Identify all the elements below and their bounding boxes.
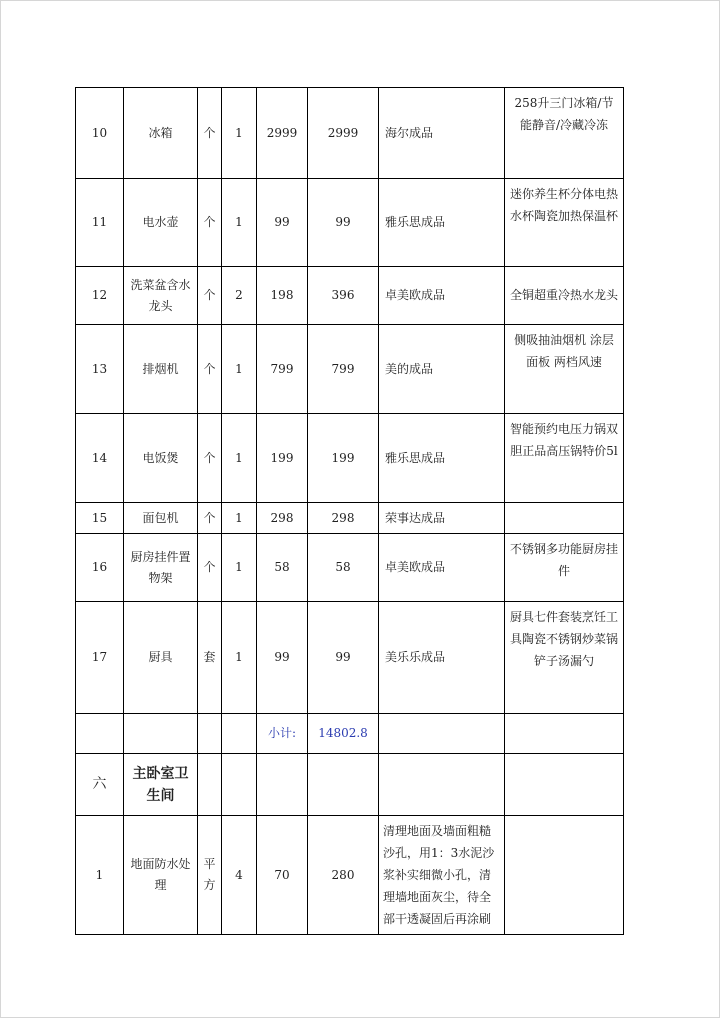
item-description: 全铜超重冷热水龙头: [505, 267, 624, 325]
item-unit: 个: [198, 179, 222, 267]
item-qty: 1: [222, 325, 257, 414]
item-qty: 2: [222, 267, 257, 325]
item-total: 280: [308, 816, 379, 935]
empty-cell: [379, 714, 505, 754]
item-supplier: 雅乐思成品: [379, 414, 505, 503]
item-total: 298: [308, 503, 379, 534]
item-description: 厨具七件套装烹饪工具陶瓷不锈钢炒菜锅铲子汤漏勺: [505, 602, 624, 714]
item-name: 厨具: [124, 602, 198, 714]
budget-table: [75, 87, 624, 935]
process-description: 清理地面及墙面粗糙沙孔，用1：3水泥沙浆补实细微小孔，清理墙地面灰尘，待全部干透凝固后再涂刷: [379, 816, 505, 935]
item-description: 不锈钢多功能厨房挂件: [505, 534, 624, 602]
empty-cell: [308, 754, 379, 816]
empty-cell: [198, 714, 222, 754]
item-description: 迷你养生杯分体电热水杯陶瓷加热保温杯: [505, 179, 624, 267]
table-row: [76, 267, 624, 325]
item-number: 1: [76, 816, 124, 935]
empty-cell: [257, 754, 308, 816]
item-number: 12: [76, 267, 124, 325]
item-supplier: 海尔成品: [379, 88, 505, 179]
subtotal-label: 小计:: [257, 714, 308, 754]
item-number: 11: [76, 179, 124, 267]
item-name: 地面防水处理: [124, 816, 198, 935]
empty-cell: [198, 754, 222, 816]
table-row: [76, 414, 624, 503]
section-title: 主卧室卫生间: [124, 754, 198, 816]
item-description: 258升三门冰箱/节能静音/冷藏冷冻: [505, 88, 624, 179]
subtotal-row: [76, 714, 624, 754]
item-number: 10: [76, 88, 124, 179]
table-row: [76, 602, 624, 714]
item-price: 70: [257, 816, 308, 935]
item-price: 198: [257, 267, 308, 325]
table-row: [76, 816, 624, 935]
item-unit: 平方: [198, 816, 222, 935]
item-total: 199: [308, 414, 379, 503]
item-name: 电水壶: [124, 179, 198, 267]
item-price: 99: [257, 179, 308, 267]
item-name: 冰箱: [124, 88, 198, 179]
item-qty: 1: [222, 179, 257, 267]
item-total: 99: [308, 179, 379, 267]
table-row: [76, 534, 624, 602]
item-number: 16: [76, 534, 124, 602]
item-supplier: 美的成品: [379, 325, 505, 414]
item-supplier: 美乐乐成品: [379, 602, 505, 714]
item-supplier: 雅乐思成品: [379, 179, 505, 267]
item-qty: 1: [222, 602, 257, 714]
item-price: 298: [257, 503, 308, 534]
empty-cell: [505, 714, 624, 754]
item-unit: 套: [198, 602, 222, 714]
section-number: 六: [76, 754, 124, 816]
item-number: 17: [76, 602, 124, 714]
item-name: 电饭煲: [124, 414, 198, 503]
item-total: 58: [308, 534, 379, 602]
item-name: 排烟机: [124, 325, 198, 414]
table-row: [76, 325, 624, 414]
empty-cell: [505, 754, 624, 816]
item-unit: 个: [198, 534, 222, 602]
empty-cell: [124, 714, 198, 754]
table-row: [76, 88, 624, 179]
item-supplier: 卓美欧成品: [379, 534, 505, 602]
item-unit: 个: [198, 503, 222, 534]
item-number: 14: [76, 414, 124, 503]
item-qty: 1: [222, 503, 257, 534]
empty-cell: [76, 714, 124, 754]
table-row: [76, 179, 624, 267]
item-total: 396: [308, 267, 379, 325]
item-unit: 个: [198, 267, 222, 325]
item-description: 智能预约电压力锅双胆正品高压锅特价5l: [505, 414, 624, 503]
item-name: 厨房挂件置物架: [124, 534, 198, 602]
item-total: 99: [308, 602, 379, 714]
section-header-row: [76, 754, 624, 816]
item-number: 15: [76, 503, 124, 534]
empty-cell: [379, 754, 505, 816]
table-row: [76, 503, 624, 534]
item-supplier: 卓美欧成品: [379, 267, 505, 325]
empty-cell: [222, 754, 257, 816]
item-unit: 个: [198, 88, 222, 179]
item-price: 58: [257, 534, 308, 602]
subtotal-value: 14802.8: [308, 714, 379, 754]
item-qty: 4: [222, 816, 257, 935]
empty-cell: [505, 816, 624, 935]
item-qty: 1: [222, 88, 257, 179]
item-unit: 个: [198, 325, 222, 414]
item-unit: 个: [198, 414, 222, 503]
item-name: 面包机: [124, 503, 198, 534]
item-description: 侧吸抽油烟机 涂层面板 两档风速: [505, 325, 624, 414]
item-total: 799: [308, 325, 379, 414]
item-price: 2999: [257, 88, 308, 179]
item-price: 799: [257, 325, 308, 414]
item-qty: 1: [222, 414, 257, 503]
item-qty: 1: [222, 534, 257, 602]
item-total: 2999: [308, 88, 379, 179]
item-name: 洗菜盆含水龙头: [124, 267, 198, 325]
item-supplier: 荣事达成品: [379, 503, 505, 534]
table-body: [76, 88, 624, 935]
item-price: 99: [257, 602, 308, 714]
item-price: 199: [257, 414, 308, 503]
item-number: 13: [76, 325, 124, 414]
item-description: [505, 503, 624, 534]
empty-cell: [222, 714, 257, 754]
